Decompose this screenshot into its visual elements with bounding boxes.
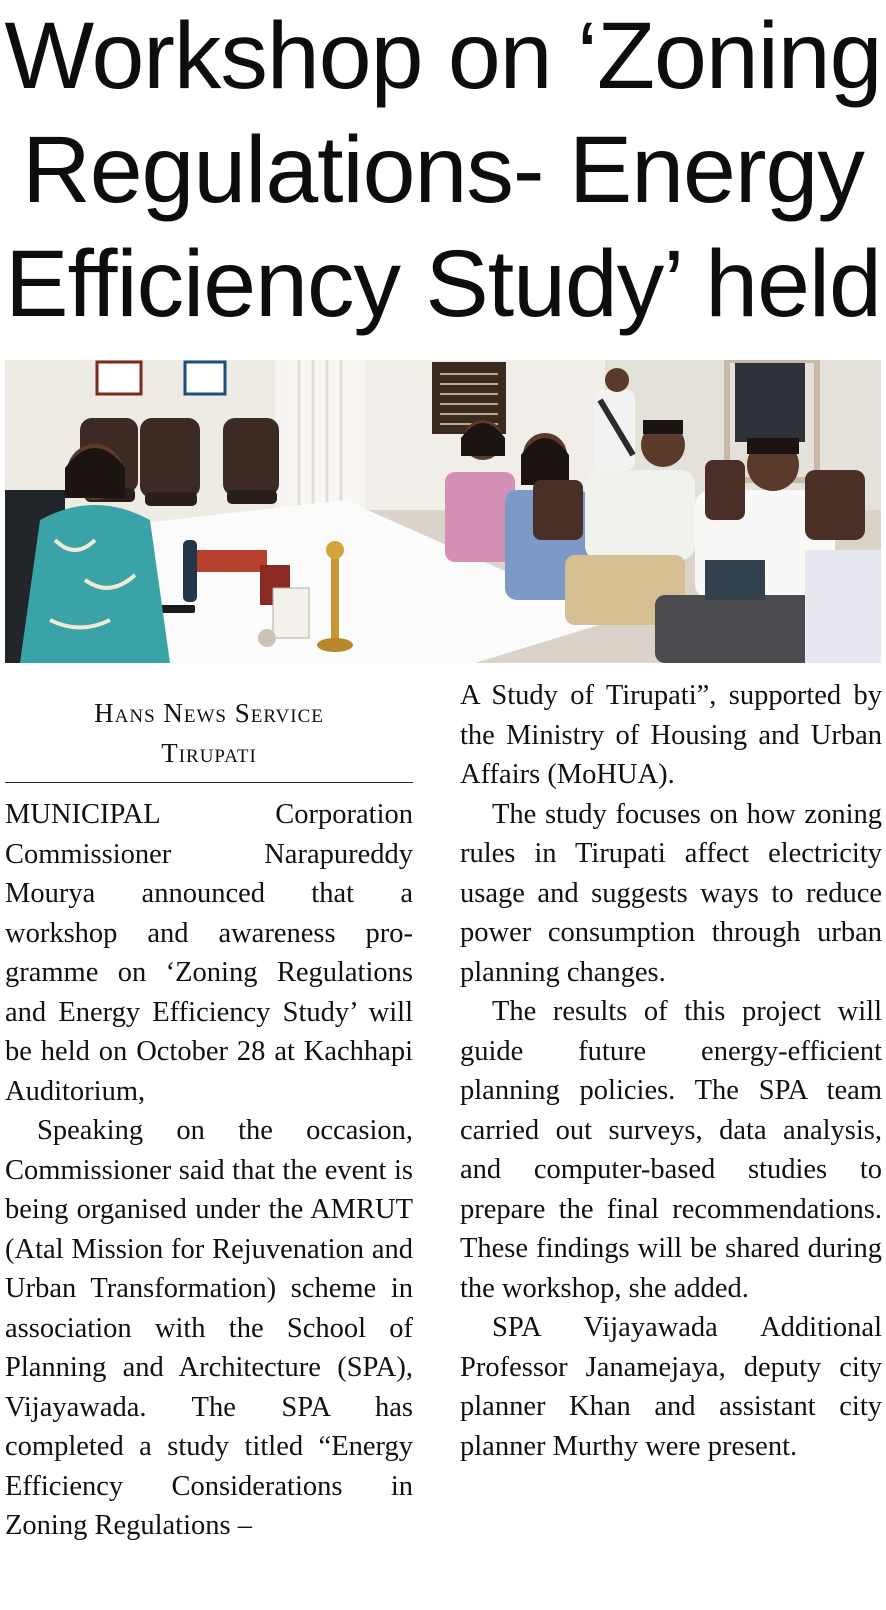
article-paragraph: The study focuses on how zoning rules in Tirupati affect electricity usage and suggests ways to reduce power consumption through urban planning changes. bbox=[460, 798, 882, 988]
news-photo bbox=[5, 360, 881, 663]
article-paragraph: SPA Vijayawada Additional Professor Janamejaya, deputy city planner Khan and assistant city planner Murthy were present. bbox=[460, 1312, 882, 1462]
headline bbox=[0, 0, 886, 345]
news-photo-icon bbox=[5, 360, 881, 663]
byline bbox=[5, 693, 413, 773]
article-column-right bbox=[460, 676, 882, 1466]
byline-agency: Hans News Service bbox=[94, 698, 324, 728]
byline-divider bbox=[5, 782, 413, 783]
byline-location: Tirupati bbox=[161, 738, 257, 768]
article-paragraph: Speaking on the occasion, Commissioner said that the event is being organised under the AMRUT (Atal Mission for Rejuvenation and Urban Transformation) scheme in association with the School of Planning and Architecture (SPA), Vijayawada. The SPA has completed a study titled “Energy Efficiency Considerations in Zoning Regulations – bbox=[5, 1115, 413, 1541]
article-paragraph: MUNICIPAL Corporation Commissioner Narapureddy Mourya announced that a workshop and awareness programme on ‘Zoning Regulations and Energy Efficiency Study’ will be held on October 28 at Kachhapi Auditorium, bbox=[5, 799, 413, 1107]
headline-line-2: Regulations- Energy bbox=[22, 117, 864, 223]
article-paragraph: The results of this project will guide future energy-efficient planning policies. The SPA team carried out surveys, data analysis, and computer-based studies to prepare the final recommendations. These findings will be shared during the workshop, she added. bbox=[460, 996, 882, 1304]
article-column-left bbox=[5, 795, 413, 1546]
headline-line-3: Efficiency Study’ held bbox=[5, 231, 881, 337]
headline-line-1: Workshop on ‘Zoning bbox=[4, 3, 882, 109]
article-paragraph: A Study of Tirupati”, supported by the Ministry of Housing and Urban Affairs (MoHUA). bbox=[460, 680, 882, 790]
